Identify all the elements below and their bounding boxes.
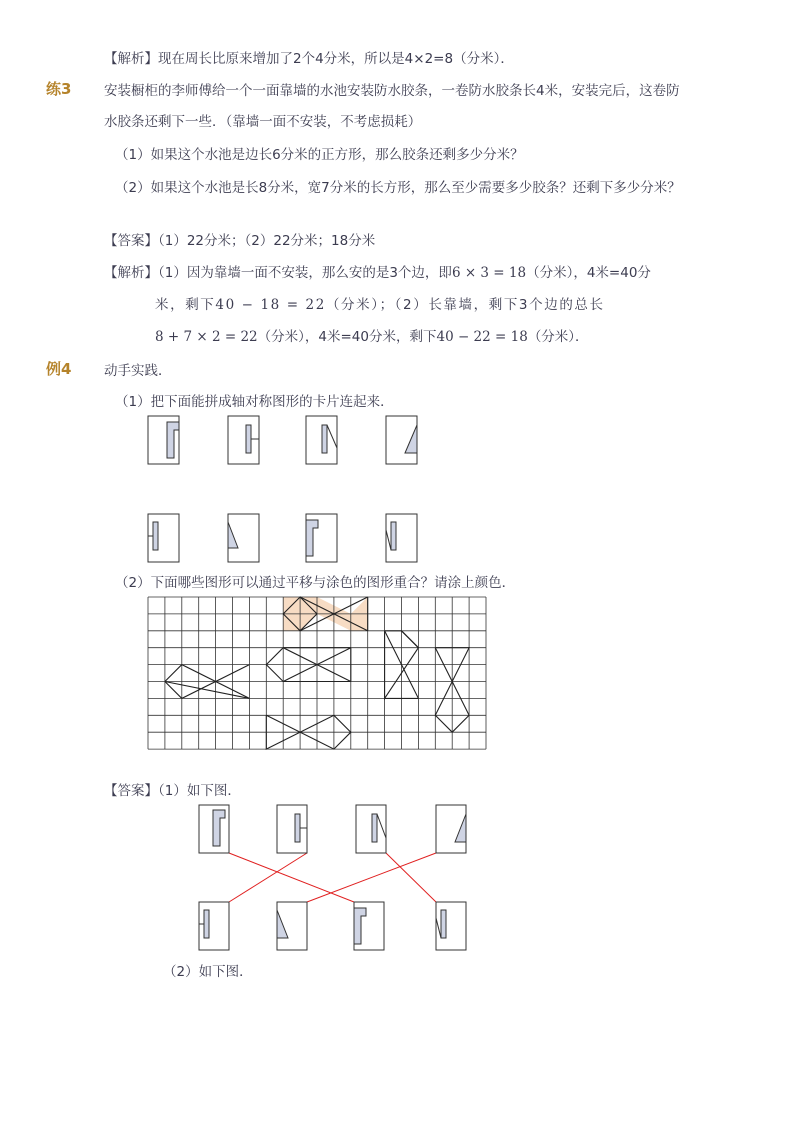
answer-card-top-3 xyxy=(356,805,386,853)
exercise-3-text-line1: 安装橱柜的李师傅给一个一面靠墙的水池安装防水胶条，一卷防水胶条长4米，安装完后，这卷防 xyxy=(104,83,680,99)
answer-2-line1: 【答案】（1）如下图． xyxy=(104,783,241,799)
exercise-label-3: 练3 xyxy=(46,80,72,98)
answer-card-top-4 xyxy=(436,805,466,853)
answer-card-bottom-1 xyxy=(199,902,229,950)
answer-card-bottom-3 xyxy=(354,902,384,950)
example-label-4: 例4 xyxy=(46,360,72,378)
answer-line-1: 【答案】（1）22分米；（2）22分米；18分米 xyxy=(104,233,376,249)
exercise-3-text-line2: 水胶条还剩下一些．（靠墙一面不安装，不考虑损耗） xyxy=(104,114,422,130)
answer-card-top-2 xyxy=(277,805,307,853)
answer-card-bottom-2 xyxy=(277,902,307,950)
analysis-2-line1: 【解析】（1）因为靠墙一面不安装，那么安的是3个边，即6 × 3 = 18（分米），4米=40分 xyxy=(104,265,651,281)
analysis-2-line3: 8 + 7 × 2 = 22（分米），4米=40分米，剩下40 − 22 = 18（分米）． xyxy=(155,329,589,345)
answer-card-top-1 xyxy=(199,805,229,853)
exercise-3-question-2: （2）如果这个水池是长8分米，宽7分米的长方形，那么至少需要多少胶条？还剩下多少分米？ xyxy=(115,180,681,196)
example-4-text: 动手实践． xyxy=(104,363,172,379)
analysis-line-top: 【解析】现在周长比原来增加了2个4分米，所以是4×2=8（分米）． xyxy=(104,51,514,67)
example-4-question-2: （2）下面哪些图形可以通过平移与涂色的图形重合？请涂上颜色． xyxy=(115,575,516,591)
analysis-2-line2: 米，剩下40 − 18 = 22（分米）；（2）长靠墙，剩下3个边的总长 xyxy=(155,297,605,313)
exercise-3-question-1: （1）如果这个水池是边长6分米的正方形，那么胶条还剩多少分米？ xyxy=(115,147,524,163)
answer-match-lines xyxy=(229,853,436,902)
answer-2-line2: （2）如下图． xyxy=(163,964,253,980)
example-4-question-1: （1）把下面能拼成轴对称图形的卡片连起来． xyxy=(115,394,394,410)
answer-card-bottom-4 xyxy=(436,902,466,950)
